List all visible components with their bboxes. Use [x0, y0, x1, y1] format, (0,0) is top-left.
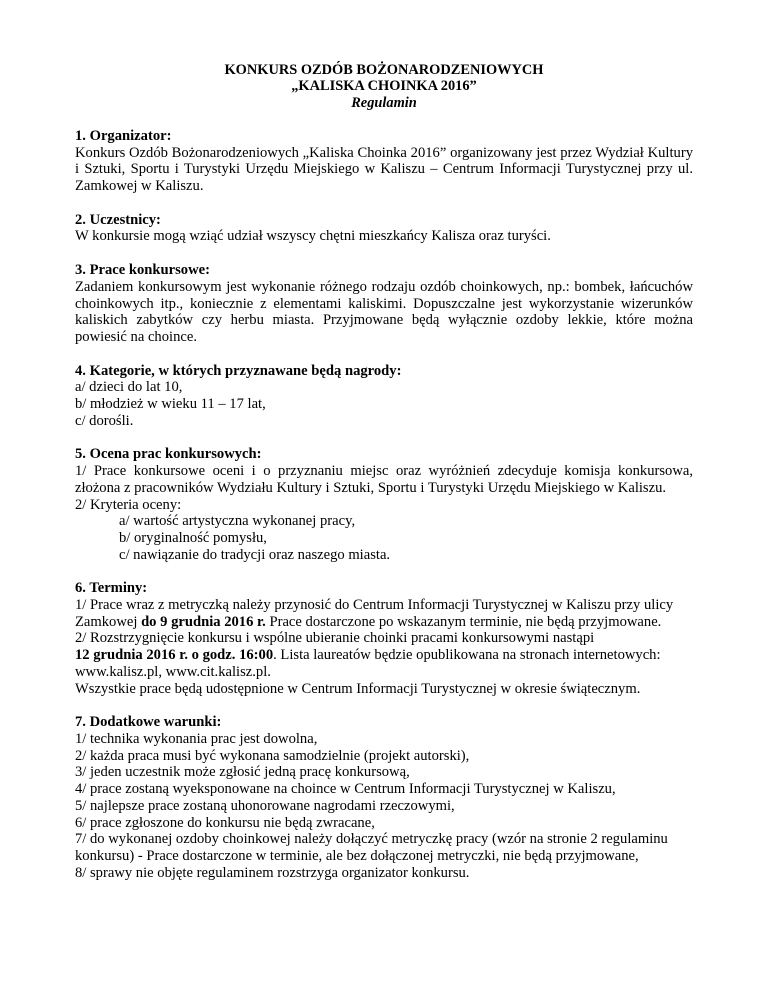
section-title: 3. Prace konkursowe:	[75, 262, 210, 279]
list-item: 4/ prace zostaną wyeksponowane na choince w Centrum Informacji Turystycznej w Kaliszu,	[75, 781, 616, 798]
section-title: 6. Terminy:	[75, 580, 148, 597]
list-item: b/ oryginalność pomysłu,	[119, 529, 267, 546]
section-text	[75, 630, 693, 680]
section-additional-conditions	[75, 714, 693, 881]
list-item: b/ młodzież w wieku 11 – 17 lat,	[75, 396, 266, 413]
section-text	[75, 597, 693, 630]
section-entries	[75, 262, 693, 346]
section-text: Wszystkie prace będą udostępnione w Centrum Informacji Turystycznej w okresie świątecznym.	[75, 680, 641, 697]
section-title: 7. Dodatkowe warunki:	[75, 714, 222, 731]
text-run: . Lista laureatów będzie opublikowana na stronach internetowych: www.kalisz.pl, www.cit.kalisz.pl.	[75, 647, 661, 680]
list-item: a/ dzieci do lat 10,	[75, 379, 183, 396]
section-title: 2. Uczestnicy:	[75, 211, 161, 228]
section-text: Zadaniem konkursowym jest wykonanie różnego rodzaju ozdób choinkowych, np.: bombek, łańcuchów choinkowych itp., koniecznie z elementami kaliskimi. Dopuszczalne jest wykorzystanie wizerunków kaliskich zabytków czy herbu miasta. Przyjmowane będą wyłącznie ozdoby lekkie, które można powiesić na choince.	[75, 278, 693, 345]
document-title-line2: „KALISKA CHOINKA 2016”	[291, 78, 477, 95]
section-deadlines	[75, 580, 693, 697]
section-evaluation	[75, 446, 693, 563]
section-title: 4. Kategorie, w których przyznawane będą nagrody:	[75, 362, 402, 379]
list-item: 1/ technika wykonania prac jest dowolna,	[75, 730, 318, 747]
list-item: 8/ sprawy nie objęte regulaminem rozstrzyga organizator konkursu.	[75, 864, 470, 881]
section-participants	[75, 212, 693, 245]
deadline-date: do 9 grudnia 2016 r.	[141, 613, 266, 630]
document-title-line1: KONKURS OZDÓB BOŻONARODZENIOWYCH	[224, 62, 544, 78]
list-item: a/ wartość artystyczna wykonanej pracy,	[119, 513, 356, 530]
list-item: 3/ jeden uczestnik może zgłosić jedną pracę konkursową,	[75, 764, 410, 781]
section-title: 5. Ocena prac konkursowych:	[75, 446, 262, 463]
event-date: 12 grudnia 2016 r. o godz. 16:00	[75, 647, 274, 664]
list-item: c/ nawiązanie do tradycji oraz naszego miasta.	[119, 546, 391, 563]
section-text: W konkursie mogą wziąć udział wszyscy chętni mieszkańcy Kalisza oraz turyści.	[75, 228, 551, 245]
list-item: 6/ prace zgłoszone do konkursu nie będą zwracane,	[75, 814, 375, 831]
section-title: 1. Organizator:	[75, 127, 172, 144]
text-run: 2/ Rozstrzygnięcie konkursu i wspólne ubieranie choinki pracami konkursowymi nastąpi	[75, 630, 595, 647]
list-item: c/ dorośli.	[75, 412, 134, 429]
list-item: 5/ najlepsze prace zostaną uhonorowane nagrodami rzeczowymi,	[75, 797, 455, 814]
document-page	[75, 62, 693, 881]
section-text: 2/ Kryteria oceny:	[75, 496, 182, 513]
list-item: 7/ do wykonanej ozdoby choinkowej należy dołączyć metryczkę pracy (wzór na stronie 2 regulaminu konkursu) - Prace dostarczone w terminie, ale bez dołączonej metryczki, nie będą przyjmowane,	[75, 831, 668, 864]
section-organizer	[75, 128, 693, 195]
section-categories	[75, 363, 693, 430]
list-item: 2/ każda praca musi być wykonana samodzielnie (projekt autorski),	[75, 747, 470, 764]
section-text: 1/ Prace konkursowe oceni i o przyznaniu miejsc oraz wyróżnień zdecyduje komisja konkursowa, złożona z pracowników Wydziału Kultury i Sztuki, Sportu i Turystyki Urzędu Miejskiego w Kaliszu.	[75, 463, 693, 496]
section-text: Konkurs Ozdób Bożonarodzeniowych „Kaliska Choinka 2016” organizowany jest przez Wydział Kultury i Sztuki, Sportu i Turystyki Urzędu Miejskiego w Kaliszu – Centrum Informacji Turystycznej przy ul. Zamkowej w Kaliszu.	[75, 144, 693, 194]
text-run: 1/ Prace wraz z metryczką należy przynosić do Centrum Informacji Turystycznej w Kaliszu przy ulicy Zamkowej	[75, 597, 674, 630]
document-subtitle: Regulamin	[351, 94, 417, 111]
text-run: Prace dostarczone po wskazanym terminie, nie będą przyjmowane.	[265, 613, 662, 630]
